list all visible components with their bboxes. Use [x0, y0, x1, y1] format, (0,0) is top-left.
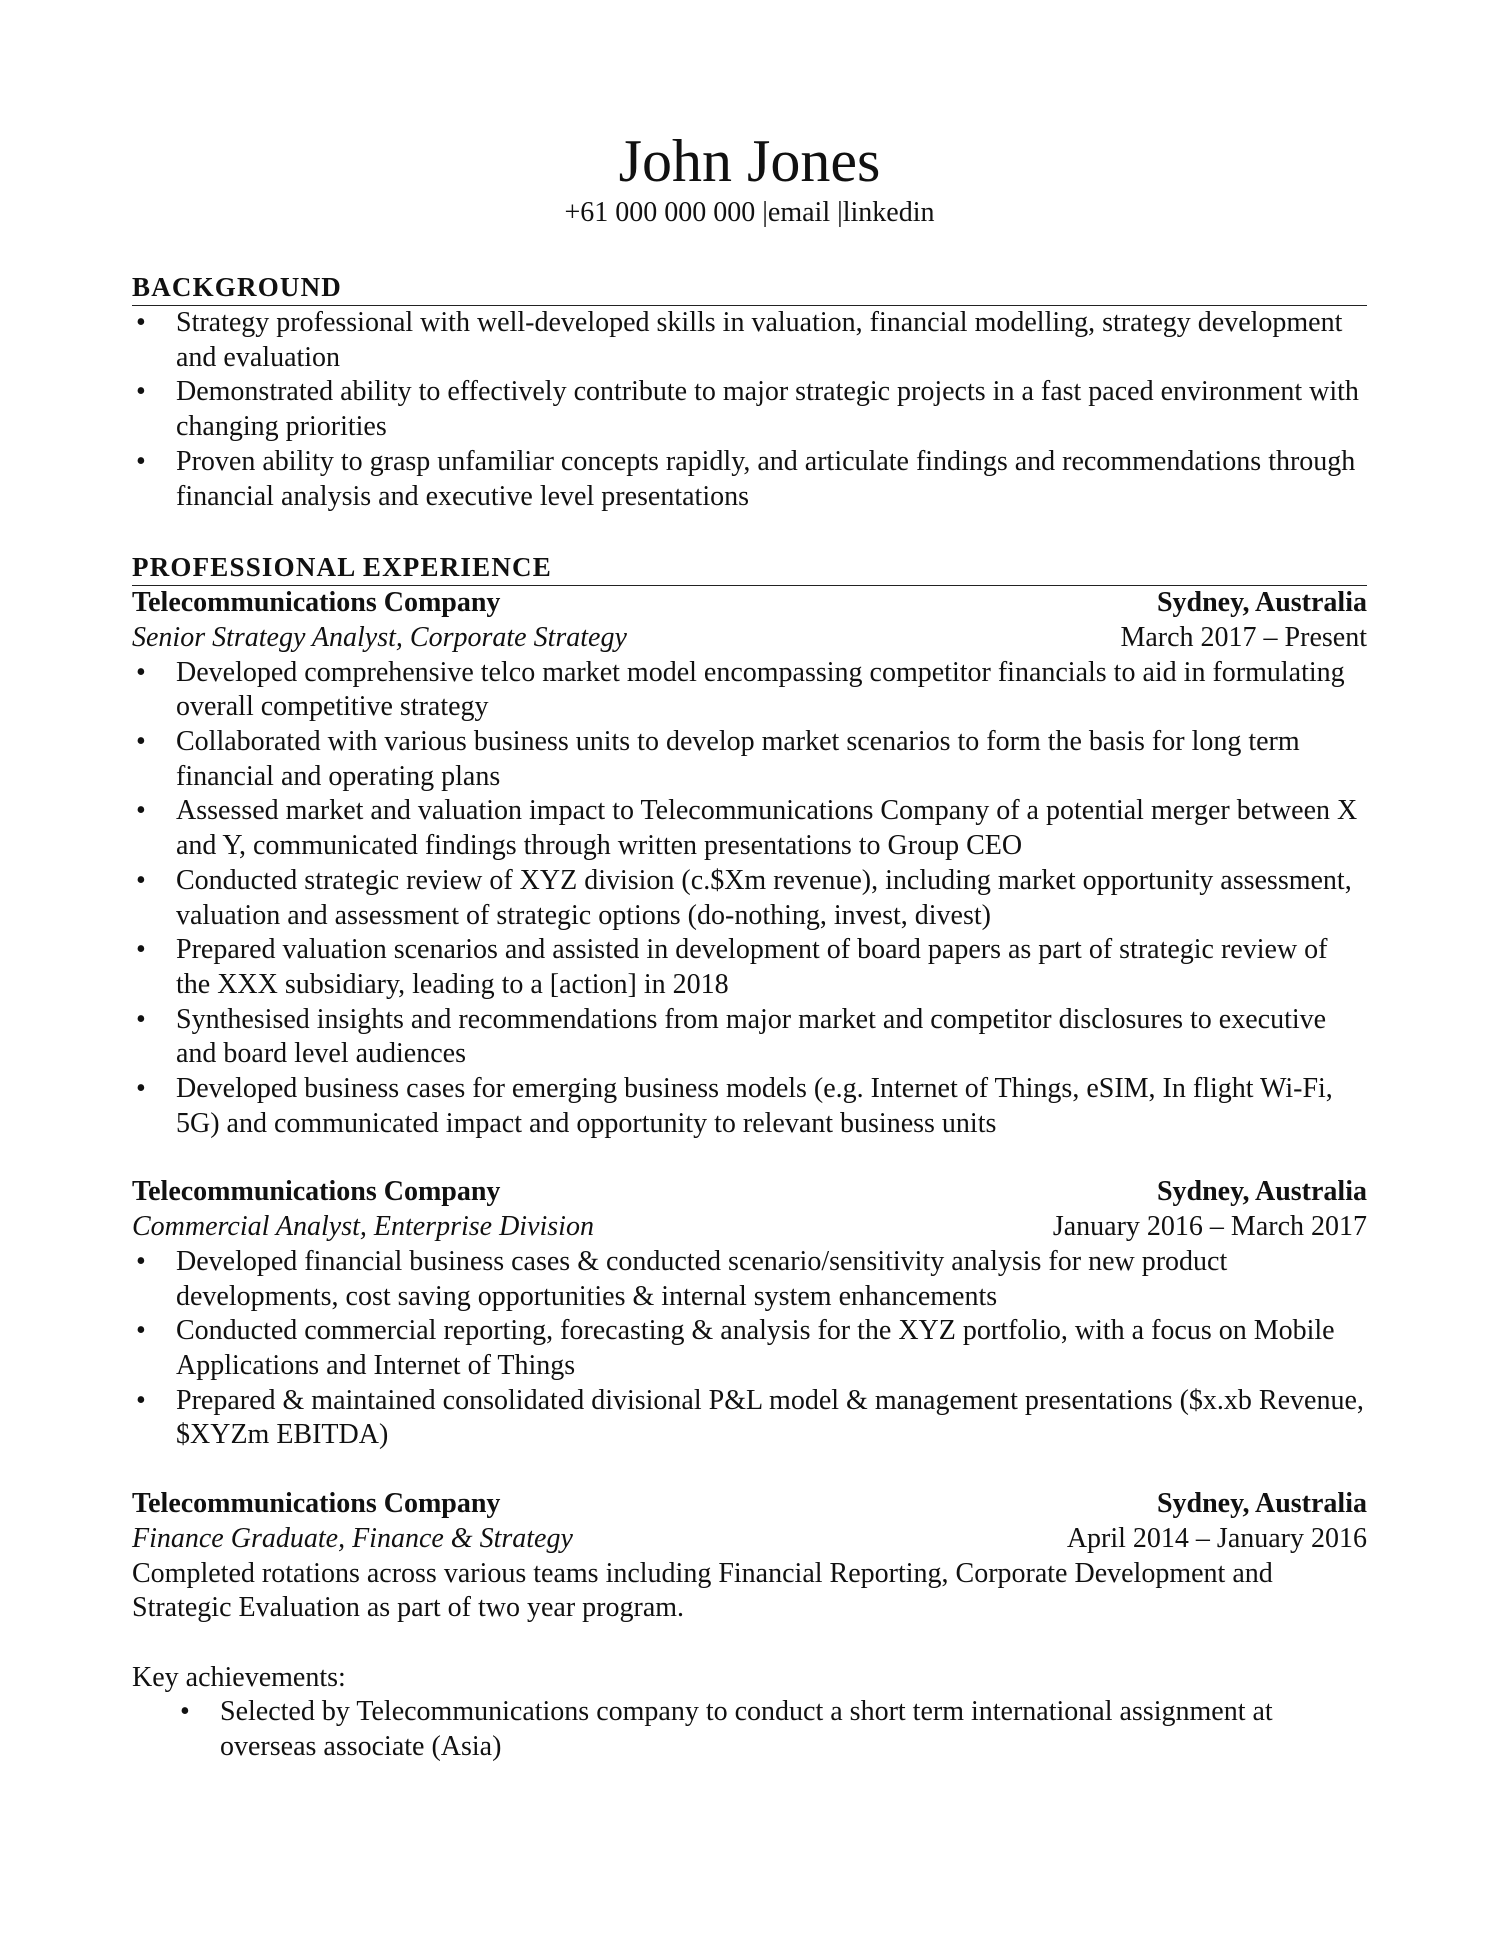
list-item: • Developed business cases for emerging business models (e.g. Internet of Things, eSIM, In flight Wi-Fi, 5G) and communicated impact and opportunity to relevant business units: [132, 1072, 1367, 1141]
resume-page: [132, 128, 1367, 1765]
background-list: [132, 306, 1367, 514]
linkedin-link[interactable]: linkedin: [842, 197, 935, 228]
candidate-name: John Jones: [618, 128, 881, 194]
separator: |: [762, 197, 768, 228]
separator: |: [837, 197, 843, 228]
achievements-label: Key achievements:: [132, 1661, 346, 1693]
phone: +61 000 000 000: [564, 197, 756, 228]
job-entry: [132, 586, 1367, 1141]
contact-line: [132, 196, 1367, 230]
list-item: • Prepared & maintained consolidated divisional P&L model & management presentations ($x.xb Revenue, $XYZm EBITDA): [132, 1384, 1367, 1453]
location: Sydney, Australia: [1156, 587, 1367, 619]
list-item: • Proven ability to grasp unfamiliar concepts rapidly, and articulate findings and recommendations through financial analysis and executive level presentations: [132, 445, 1367, 514]
job-title: Commercial Analyst, Enterprise Division: [132, 1211, 594, 1243]
company: Telecommunications Company: [132, 587, 501, 619]
company: Telecommunications Company: [132, 1176, 501, 1208]
location: Sydney, Australia: [1156, 1176, 1367, 1208]
list-item: • Conducted strategic review of XYZ division (c.$Xm revenue), including market opportunity assessment, valuation and assessment of strategic options (do-nothing, invest, divest): [132, 864, 1367, 933]
dates: March 2017 – Present: [1120, 621, 1367, 653]
list-item: • Developed financial business cases & conducted scenario/sensitivity analysis for new product developments, cost saving opportunities & internal system enhancements: [132, 1245, 1367, 1314]
background-heading: BACKGROUND: [132, 270, 1367, 306]
dates: April 2014 – January 2016: [1066, 1522, 1367, 1554]
list-item: • Synthesised insights and recommendations from major market and competitor disclosures to executive and board level audiences: [132, 1003, 1367, 1072]
experience-heading: PROFESSIONAL EXPERIENCE: [132, 550, 1367, 586]
dates: January 2016 – March 2017: [1052, 1211, 1367, 1243]
job-title: Senior Strategy Analyst, Corporate Strategy: [132, 621, 627, 653]
location: Sydney, Australia: [1156, 1488, 1367, 1520]
list-item: • Collaborated with various business units to develop market scenarios to form the basis for long term financial and operating plans: [132, 725, 1367, 794]
list-item: • Developed comprehensive telco market model encompassing competitor financials to aid in formulating overall competitive strategy: [132, 656, 1367, 725]
job-entry: [132, 1175, 1367, 1453]
job-title: Finance Graduate, Finance & Strategy: [132, 1522, 573, 1554]
email-link[interactable]: email: [767, 197, 831, 228]
list-item: • Assessed market and valuation impact to Telecommunications Company of a potential merger between X and Y, communicated findings through written presentations to Group CEO: [132, 794, 1367, 863]
list-item: • Strategy professional with well-developed skills in valuation, financial modelling, strategy development and evaluation: [132, 306, 1367, 375]
list-item: • Conducted commercial reporting, forecasting & analysis for the XYZ portfolio, with a focus on Mobile Applications and Internet of Things: [132, 1314, 1367, 1383]
job-summary: Completed rotations across various teams including Financial Reporting, Corporate Development and Strategic Evaluation as part of two year program.: [132, 1557, 1273, 1624]
list-item: • Prepared valuation scenarios and assisted in development of board papers as part of strategic review of the XXX subsidiary, leading to a [action] in 2018: [132, 933, 1367, 1002]
company: Telecommunications Company: [132, 1488, 501, 1520]
list-item: • Demonstrated ability to effectively contribute to major strategic projects in a fast paced environment with changing priorities: [132, 375, 1367, 444]
list-item: • Selected by Telecommunications company to conduct a short term international assignment at overseas associate (Asia): [132, 1695, 1367, 1764]
job-entry: [132, 1487, 1367, 1765]
